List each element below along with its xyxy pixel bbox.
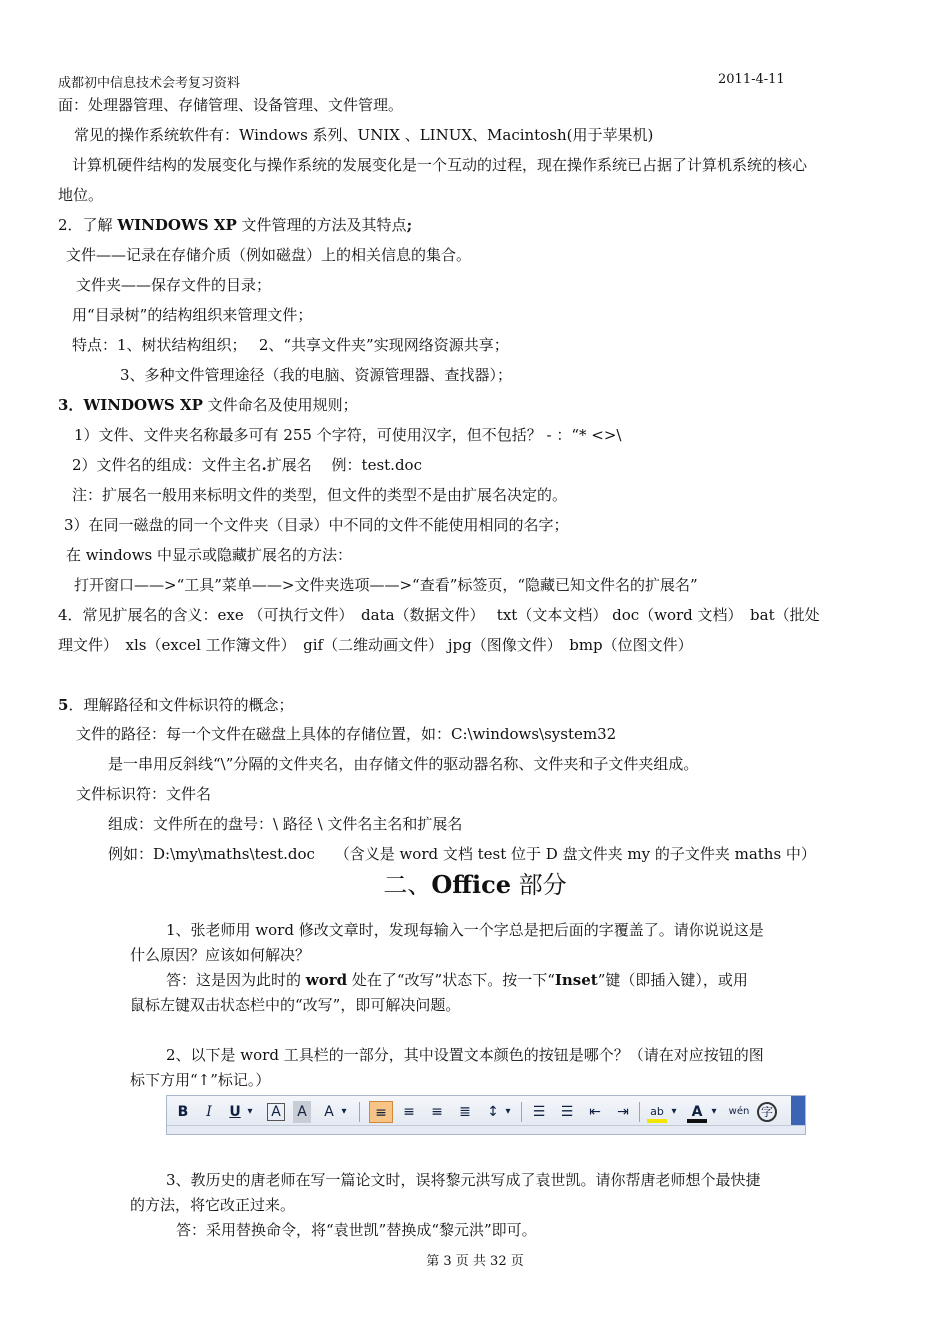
underline-icon: U: [229, 1104, 241, 1120]
text-line: 4．常见扩展名的含义：exe （可执行文件） data（数据文件） txt（文本文档） doc（word 文档） bat（批处: [58, 606, 820, 624]
text-span: 2）文件名的组成：文件主名: [72, 456, 262, 474]
chevron-down-icon: ▾: [711, 1106, 717, 1117]
bold-icon: B: [177, 1104, 189, 1120]
section-heading-3: [58, 395, 358, 415]
heading-bold: WINDOWS XP: [117, 216, 237, 234]
text-line: 文件夹——保存文件的目录；: [76, 276, 272, 294]
text-span: .: [261, 456, 267, 474]
toolbar-options-icon: [791, 1096, 805, 1127]
text-line: 面：处理器管理、存储管理、设备管理、文件管理。: [58, 96, 404, 114]
numbering-icon: ☰: [532, 1104, 546, 1120]
text-line: 文件标识符：文件名: [76, 785, 212, 803]
toolbar-separator: [521, 1102, 522, 1122]
question-1-cont: 什么原因？应该如何解决？: [130, 946, 311, 964]
chevron-down-icon: ▾: [247, 1106, 253, 1117]
text-line: 文件——记录在存储介质（例如磁盘）上的相关信息的集合。: [66, 246, 472, 264]
text-line: 注：扩展名一般用来标明文件的类型，但文件的类型不是由扩展名决定的。: [72, 486, 568, 504]
toolbar-separator: [639, 1102, 640, 1122]
header-date: 2011-4-11: [718, 72, 785, 87]
text-span: 处在了“改写”状态下。按一下“: [347, 971, 555, 989]
text-span: Inset: [554, 971, 598, 989]
text-line: [72, 455, 422, 475]
text-line: 是一串用反斜线“\”分隔的文件夹名，由存储文件的驱动器名称、文件夹和子文件夹组成。: [108, 755, 699, 773]
highlight-icon: ab: [647, 1101, 667, 1123]
text-span: ”键（即插入键），或用: [597, 971, 748, 989]
heading-text: ．理解路径和文件标识符的概念；: [68, 696, 294, 714]
text-line: 用“目录树”的结构组织来管理文件；: [72, 306, 313, 324]
text-line: 例如：D:\my\maths\test.doc （含义是 word 文档 test 位于 D 盘文件夹 my 的子文件夹 maths 中）: [108, 845, 816, 863]
question-2: 2、以下是 word 工具栏的一部分，其中设置文本颜色的按钮是哪个？（请在对应按钮的图: [166, 1046, 764, 1064]
enclose-character-icon: 字: [757, 1102, 777, 1122]
text-line: 文件的路径：每一个文件在磁盘上具体的存储位置，如：C:\windows\system32: [76, 725, 617, 743]
answer-1: [166, 970, 748, 990]
question-2-cont: 标下方用“↑”标记。）: [130, 1071, 271, 1089]
italic-icon: I: [206, 1104, 212, 1120]
word-toolbar-image: [166, 1095, 806, 1135]
char-border-icon: A: [267, 1103, 285, 1121]
answer-3: 答：采用替换命令，将“袁世凯”替换成“黎元洪”即可。: [176, 1221, 537, 1239]
text-line: 计算机硬件结构的发展变化与操作系统的发展变化是一个互动的过程，现在操作系统已占据了计算机系统的核心: [72, 156, 808, 174]
text-span: 扩展名 例：test.doc: [266, 456, 422, 474]
text-line: 3）在同一磁盘的同一个文件夹（目录）中不同的文件不能使用相同的名字；: [64, 516, 569, 534]
section-heading-2: [58, 215, 412, 235]
text-line: 特点：1、树状结构组织； 2、“共享文件夹”实现网络资源共享；: [72, 336, 509, 354]
bullets-icon: ☰: [560, 1104, 574, 1120]
heading-number: 2．了解: [58, 216, 118, 234]
text-line: 1）文件、文件夹名称最多可有 255 个字符，可使用汉字，但不包括？ - ：“* <>\: [74, 426, 622, 444]
answer-1-cont: 鼠标左键双击状态栏中的“改写”，即可解决问题。: [130, 996, 461, 1014]
line-spacing-icon: ↕: [487, 1104, 499, 1120]
title-suffix: 部分: [510, 871, 567, 899]
text-line: 3、多种文件管理途径（我的电脑、资源管理器、查找器）；: [120, 366, 513, 384]
text-line: 组成：文件所在的盘号：\ 路径 \ 文件名主名和扩展名: [108, 815, 463, 833]
text-line: 常见的操作系统软件有：Windows 系列、UNIX 、LINUX、Macintosh(用于苹果机): [74, 126, 654, 144]
char-shading-icon: A: [293, 1101, 311, 1123]
section-title: [0, 868, 950, 902]
text-span: word: [305, 971, 348, 989]
question-1: 1、张老师用 word 修改文章时，发现每输入一个字总是把后面的字覆盖了。请你说说这是: [166, 921, 764, 939]
heading-bold: WINDOWS XP: [83, 396, 203, 414]
font-color-icon: A: [687, 1101, 707, 1123]
heading-text: 文件管理的方法及其特点: [236, 216, 407, 234]
header-title: 成都初中信息技术会考复习资料: [58, 76, 241, 91]
chevron-down-icon: ▾: [341, 1106, 347, 1117]
align-right-icon: ≡: [431, 1104, 443, 1120]
heading-punct: ;: [406, 216, 413, 234]
heading-number: 5: [58, 696, 69, 714]
text-line: 地位。: [58, 186, 104, 204]
char-scale-icon: A: [324, 1104, 334, 1120]
indent-icon: ⇥: [617, 1104, 629, 1120]
title-bold: Office: [431, 870, 511, 899]
chevron-down-icon: ▾: [505, 1106, 511, 1117]
text-line: 在 windows 中显示或隐藏扩展名的方法：: [66, 546, 353, 564]
toolbar-separator: [359, 1102, 360, 1122]
question-3: 3、教历史的唐老师在写一篇论文时，误将黎元洪写成了袁世凯。请你帮唐老师想个最快捷: [166, 1171, 761, 1189]
align-center-icon: ≡: [403, 1104, 415, 1120]
page-footer: 第 3 页 共 32 页: [426, 1254, 524, 1269]
text-line: 理文件） xls（excel 工作簿文件） gif（二维动画文件） jpg（图像文件） bmp（位图文件）: [58, 636, 693, 654]
heading-text: 文件命名及使用规则；: [202, 396, 358, 414]
title-prefix: 二、: [383, 871, 432, 899]
align-left-icon: ≡: [369, 1101, 393, 1123]
text-span: 答：这是因为此时的: [166, 971, 306, 989]
phonetic-guide-icon: wén: [728, 1106, 750, 1117]
justify-icon: ≣: [459, 1104, 471, 1120]
text-line: 打开窗口——>“工具”菜单——>文件夹选项——>“查看”标签页，“隐藏已知文件名的扩展名”: [74, 576, 698, 594]
section-heading-5: [58, 695, 293, 715]
outdent-icon: ⇤: [589, 1104, 601, 1120]
chevron-down-icon: ▾: [671, 1106, 677, 1117]
toolbar-bottom-strip: [167, 1125, 805, 1134]
question-3-cont: 的方法，将它改正过来。: [130, 1196, 296, 1214]
heading-number: 3．: [58, 396, 84, 414]
